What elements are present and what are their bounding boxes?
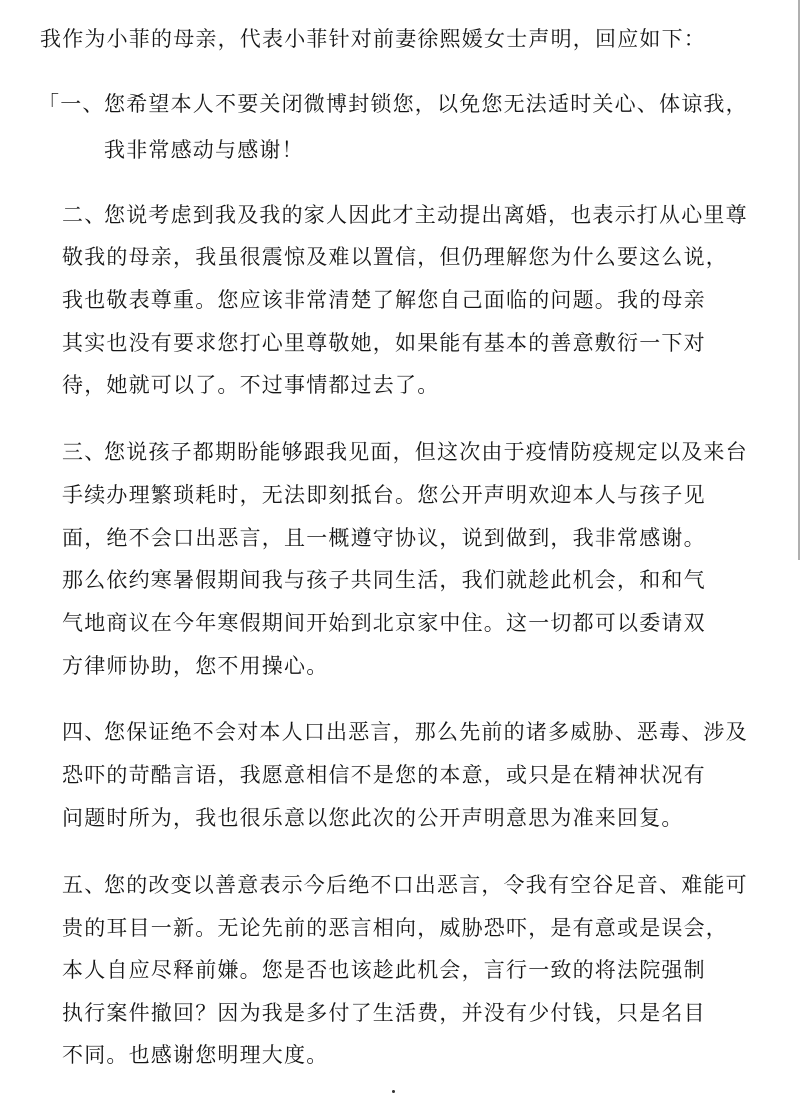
section-1-line-1: 您希望本人不要关闭微博封锁您，以免您无法适时关心、体谅我， (104, 92, 748, 116)
section-4-label: 四、 (62, 720, 107, 744)
section-4-line-1: 您保证绝不会对本人口出恶言，那么先前的诸多威胁、恶毒、涉及 (104, 720, 748, 744)
section-3-line-2: 手续办理繁琐耗时，无法即刻抵台。您公开声明欢迎本人与孩子见 (62, 483, 706, 507)
section-5-label: 五、 (62, 873, 107, 897)
section-3-line-1: 您说孩子都期盼能够跟我见面，但这次由于疫情防疫规定以及来台 (104, 440, 748, 464)
section-5-line-1: 您的改变以善意表示今后绝不口出恶言，令我有空谷足音、难能可 (104, 873, 748, 897)
page-number-mark (392, 1090, 395, 1093)
section-2-line-5: 待，她就可以了。不过事情都过去了。 (62, 373, 440, 397)
section-2-label: 二、 (62, 203, 107, 227)
section-1-label: 「一、 (38, 92, 105, 116)
section-5-line-4: 执行案件撤回？因为我是多付了生活费，并没有少付钱，只是名目 (62, 1001, 706, 1025)
section-3-line-5: 气地商议在今年寒假期间开始到北京家中住。这一切都可以委请双 (62, 611, 706, 635)
section-2-line-2: 敬我的母亲，我虽很震惊及难以置信，但仍理解您为什么要这么说， (62, 245, 728, 269)
section-3-line-6: 方律师协助，您不用操心。 (62, 654, 329, 678)
section-4-line-2: 恐吓的苛酷言语，我愿意相信不是您的本意，或只是在精神状况有 (62, 763, 706, 787)
section-2-line-1: 您说考虑到我及我的家人因此才主动提出离婚，也表示打从心里尊 (104, 203, 748, 227)
section-3-label: 三、 (62, 440, 107, 464)
section-5-line-2: 贵的耳目一新。无论先前的恶言相向，威胁恐吓，是有意或是误会， (62, 916, 728, 940)
section-3-line-3: 面，绝不会口出恶言，且一概遵守协议，说到做到，我非常感谢。 (62, 526, 706, 550)
section-4-line-3: 问题时所为，我也很乐意以您此次的公开声明意思为准来回复。 (62, 806, 684, 830)
section-3-line-4: 那么依约寒暑假期间我与孩子共同生活，我们就趁此机会，和和气 (62, 568, 706, 592)
section-5-line-5: 不同。也感谢您明理大度。 (62, 1043, 329, 1067)
section-5-line-3: 本人自应尽释前嫌。您是否也该趁此机会，言行一致的将法院强制 (62, 958, 706, 982)
section-2-line-3: 我也敬表尊重。您应该非常清楚了解您自己面临的问题。我的母亲 (62, 288, 706, 312)
section-1-line-2: 我非常感动与感谢！ (104, 138, 304, 162)
intro-line: 我作为小菲的母亲，代表小菲针对前妻徐熙媛女士声明，回应如下： (40, 27, 706, 51)
section-2-line-4: 其实也没有要求您打心里尊敬她，如果能有基本的善意敷衍一下对 (62, 331, 706, 355)
